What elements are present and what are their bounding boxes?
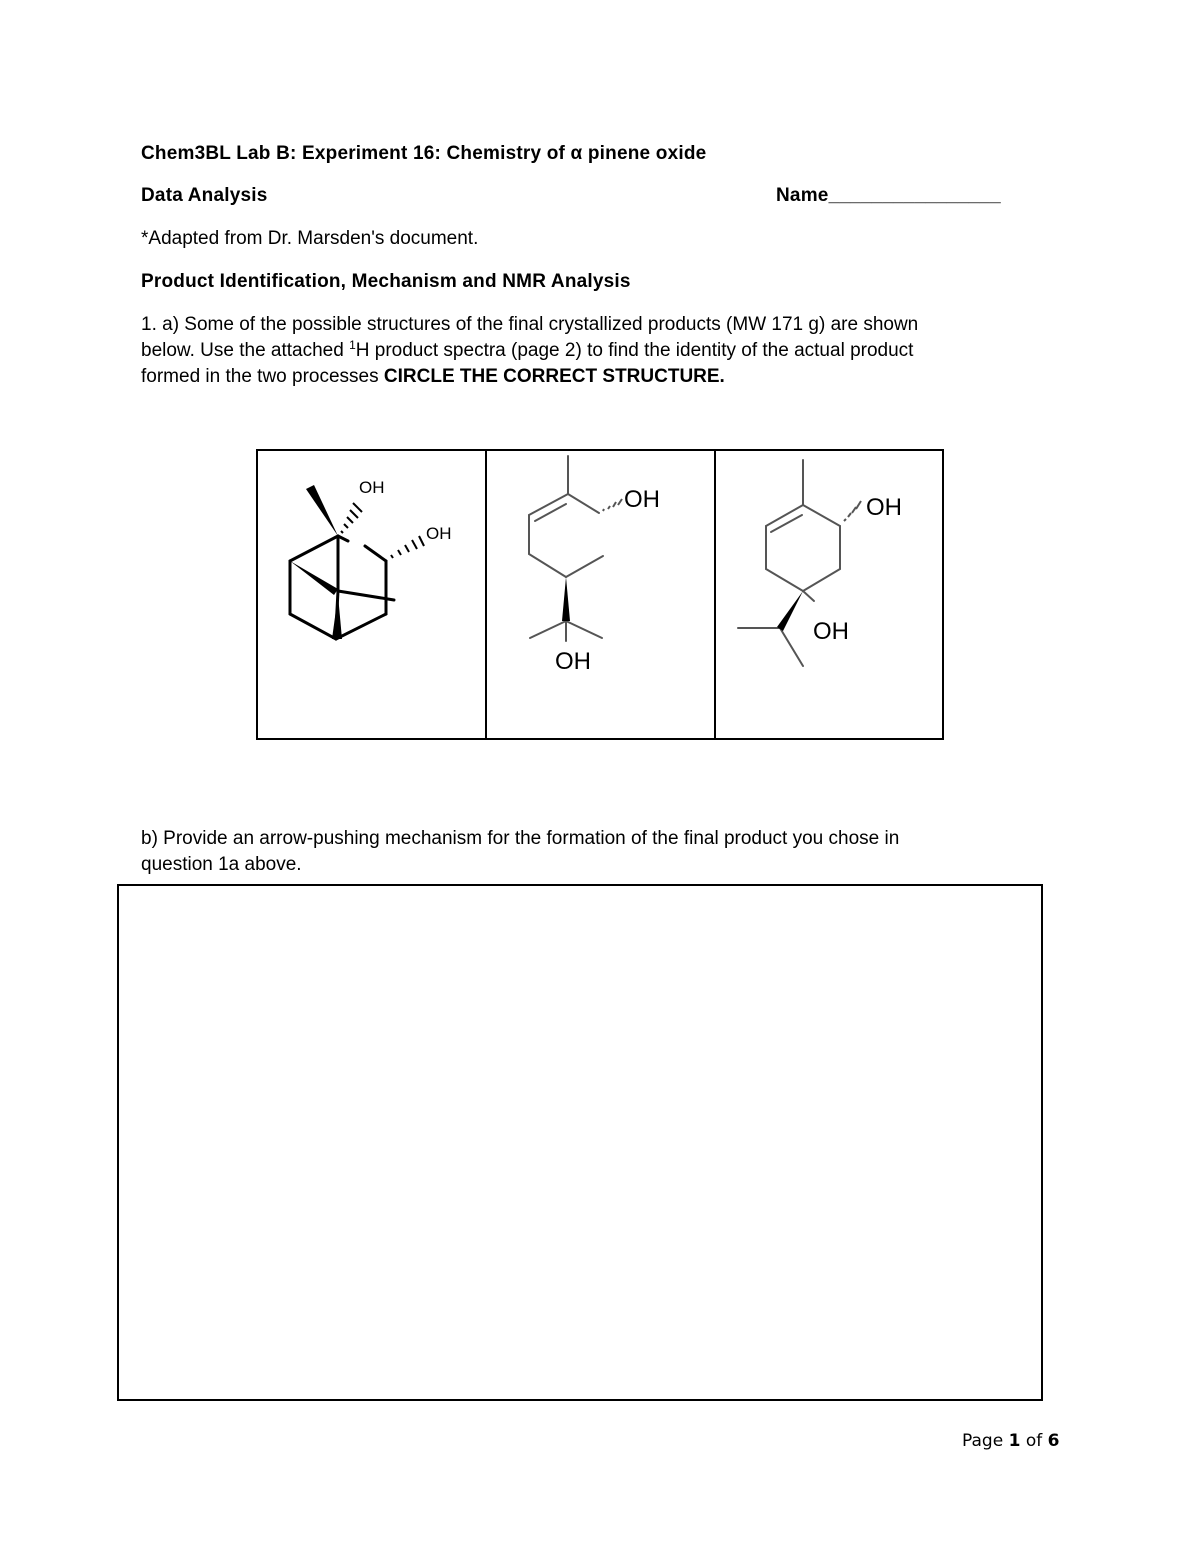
oh-label-top: OH [359,478,385,497]
oh-label-top: OH [866,494,902,521]
section-label: Data Analysis [141,185,268,206]
mechanism-answer-box[interactable] [117,884,1043,1401]
oh-label-bottom: OH [813,618,849,645]
page-footer [962,1431,1059,1451]
oh-label-right: OH [426,524,452,543]
q1a-line2-post: H product spectra (page 2) to find the identity of the actual product [355,340,914,361]
cyclic-diol-structure [716,451,942,738]
page-current: 1 [1008,1431,1021,1451]
acyclic-diol-structure [487,451,714,738]
oh-label-top: OH [624,486,660,513]
pinanediol-structure [258,451,485,738]
q1a-line2-pre: below. Use the attached [141,340,350,361]
section-heading: Product Identification, Mechanism and NMR Analysis [141,271,631,292]
question-1b-line1: b) Provide an arrow-pushing mechanism for the formation of the final product you chose in [141,828,900,849]
structure-option-3[interactable] [714,449,944,740]
name-label: Name [776,185,829,206]
page-total: 6 [1047,1431,1060,1451]
question-1b-line2: question 1a above. [141,854,302,875]
document-title: Chem3BL Lab B: Experiment 16: Chemistry of α pinene oxide [141,143,707,164]
structure-option-2[interactable] [485,449,716,740]
q1a-instruction: CIRCLE THE CORRECT STRUCTURE. [383,366,725,387]
question-1a-line3 [141,364,725,390]
structure-table [256,449,944,740]
oh-label-bottom: OH [555,648,591,675]
of-word: of [1025,1431,1043,1451]
name-field[interactable] [776,183,1001,209]
q1a-line3-pre: formed in the two processes [141,366,384,387]
name-blank: ________________ [828,185,1001,206]
q1a-superscript: 1 [349,338,356,352]
structure-option-1[interactable] [256,449,487,740]
question-1a-line2 [141,338,913,364]
page-word: Page [962,1431,1004,1451]
question-1a-line1: 1. a) Some of the possible structures of the final crystallized products (MW 171 g) are shown [141,314,919,335]
adapted-note: *Adapted from Dr. Marsden's document. [141,228,479,249]
